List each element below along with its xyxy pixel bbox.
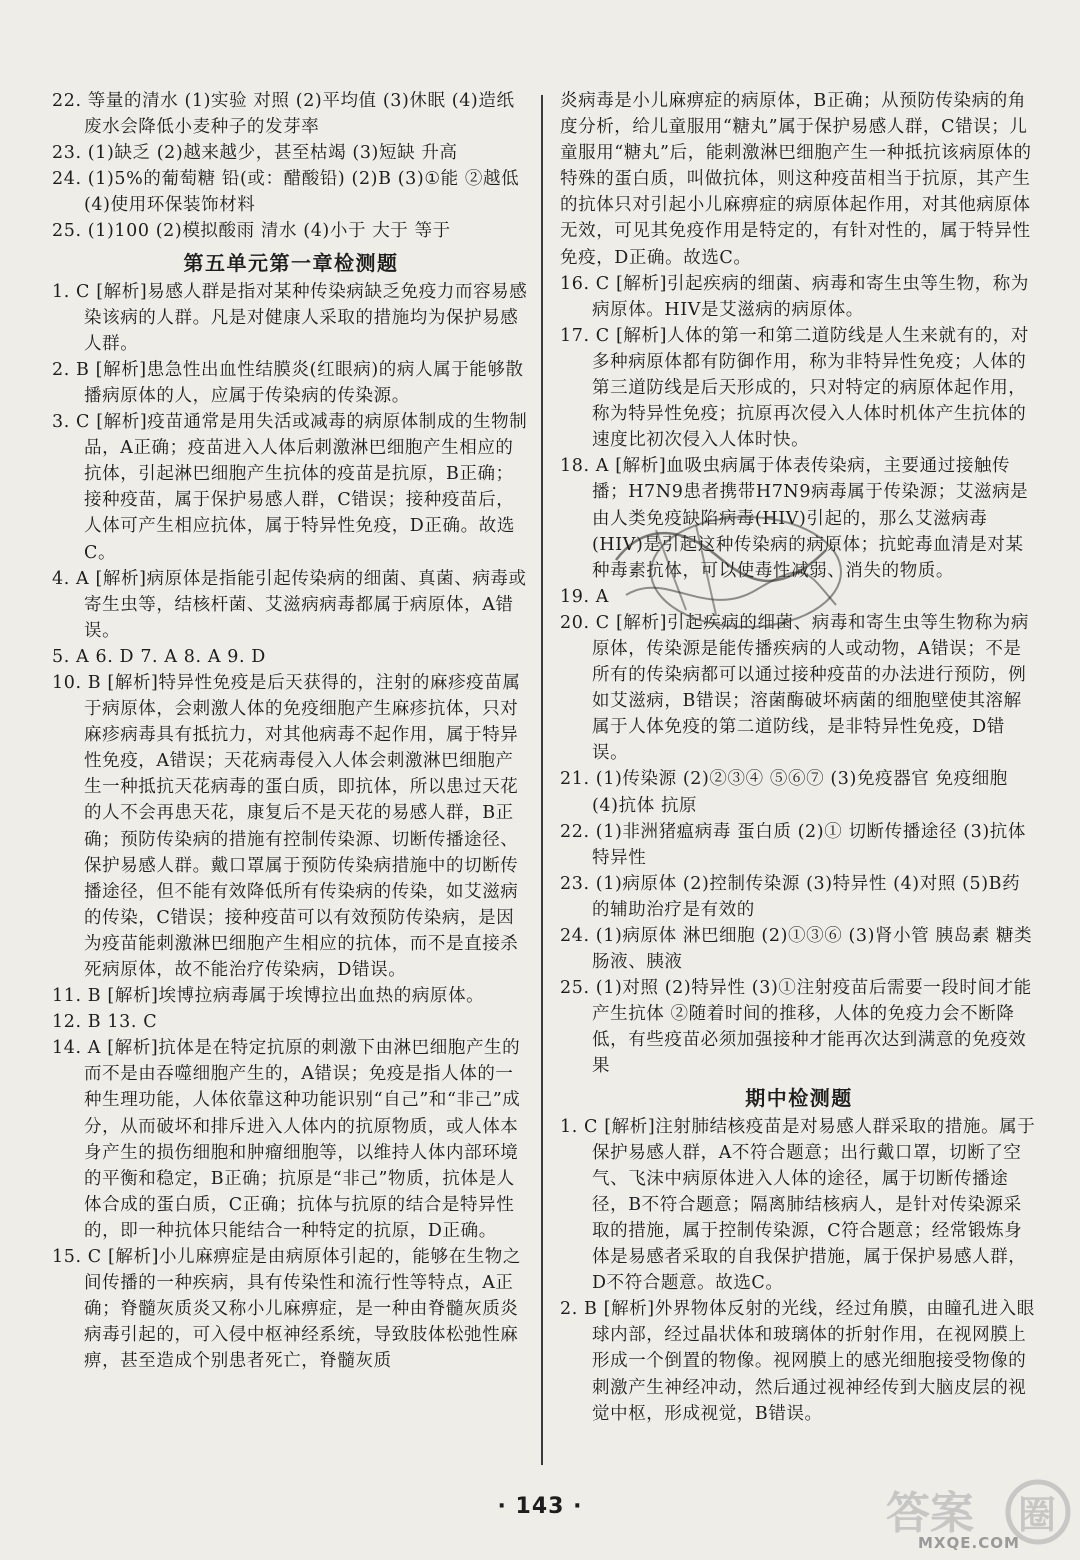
left-column bbox=[52, 88, 530, 1375]
answer-item: 2. B [解析]外界物体反射的光线，经过角膜，由瞳孔进入眼球内部，经过晶状体和玻璃体的折射作用，在视网膜上形成一个倒置的物像。视网膜上的感光细胞接受物像的刺激产生神经冲动，然后通过视神经传到大脑皮层的视觉中枢，形成视觉，B错误。 bbox=[560, 1299, 1035, 1424]
answer-item: 11. B [解析]埃博拉病毒属于埃博拉出血热的病原体。 bbox=[52, 986, 485, 1007]
right-column bbox=[560, 88, 1038, 1427]
answer-item: 25. (1)100 (2)模拟酸雨 清水 (4)小于 大于 等于 bbox=[52, 221, 451, 242]
answer-item: 5. A 6. D 7. A 8. A 9. D bbox=[52, 646, 266, 667]
answer-item: 10. B [解析]特异性免疫是后天获得的，注射的麻疹疫苗属于病原体，会刺激人体的免疫细胞产生麻疹抗体，只对麻疹病毒具有抵抗力，对其他病毒不起作用，属于特异性免疫，A错误；天花病毒侵入人体会刺激淋巴细胞产生一种抵抗天花病毒的蛋白质，即抗体，所以患过天花的人不会再患天花，康复后不是天花的易感人群，B正确；预防传染病的措施有控制传染源、切断传播途径、保护易感人群。戴口罩属于预防传染病措施中的切断传播途径，但不能有效降低所有传染病的传染，如艾滋病的传染，C错误；接种疫苗可以有效预防传染病，是因为疫苗能刺激淋巴细胞产生相应的抗体，而不是直接杀死病原体，故不能治疗传染病，D错误。 bbox=[52, 672, 521, 980]
answer-item: 4. A [解析]病原体是指能引起传染病的细菌、真菌、病毒或寄生虫等，结核杆菌、艾滋病病毒都属于病原体，A错误。 bbox=[52, 568, 527, 641]
right-block-b bbox=[560, 1114, 1038, 1427]
answer-item: 18. A [解析]血吸虫病属于体表传染病，主要通过接触传播；H7N9患者携带H7N9病毒属于传染源；艾滋病是由人类免疫缺陷病毒(HIV)引起的，那么艾滋病毒(HIV)是引起这种传染病的病原体；抗蛇毒血清是对某种毒素抗体，可以使毒性减弱、消失的物质。 bbox=[560, 456, 1029, 581]
answer-item: 1. C [解析]易感人群是指对某种传染病缺乏免疫力而容易感染该病的人群。凡是对健康人采取的措施均为保护易感人群。 bbox=[52, 281, 528, 354]
answer-item: 23. (1)病原体 (2)控制传染源 (3)特异性 (4)对照 (5)B药的辅助治疗是有效的 bbox=[560, 873, 1021, 920]
handwritten-signature-stamp-icon bbox=[596, 500, 846, 640]
section-title-midterm: 期中检测题 bbox=[745, 1085, 853, 1110]
answer-item: 23. (1)缺乏 (2)越来越少，甚至枯竭 (3)短缺 升高 bbox=[52, 143, 458, 164]
answer-item: 1. C [解析]注射肺结核疫苗是对易感人群采取的措施。属于保护易感人群，A不符合题意；出行戴口罩，切断了空气、飞沫中病原体进入人体的途径，属于切断传播途径，B不符合题意；隔离肺结核病人，是针对传染源采取的措施，属于控制传染源，C符合题意；经常锻炼身体是易感者采取的自我保护措施，属于保护易感人群，D不符合题意。故选C。 bbox=[560, 1116, 1036, 1294]
answer-item: 24. (1)5%的葡萄糖 铅(或：醋酸铅) (2)B (3)①能 ②越低 (4)使用环保装饰材料 bbox=[52, 169, 520, 216]
answer-item: 12. B 13. C bbox=[52, 1012, 158, 1033]
answer-item: 19. A bbox=[560, 586, 610, 607]
watermark-url: MXQE.COM bbox=[918, 1534, 1020, 1552]
answer-item: 21. (1)传染源 (2)②③④ ⑤⑥⑦ (3)免疫器官 免疫细胞 (4)抗体 抗原 bbox=[560, 769, 1008, 816]
answer-item: 炎病毒是小儿麻痹症的病原体，B正确；从预防传染病的角度分析，给儿童服用“糖丸”属于保护易感人群，C错误；儿童服用“糖丸”后，能刺激淋巴细胞产生一种抵抗该病原体的特殊的蛋白质，叫做抗体，则这种疫苗相当于抗原，其产生的抗体只对引起小儿麻痹症的病原体起作用，对其他病原体无效，可见其免疫作用是特定的，有针对性的，属于特异性免疫，D正确。故选C。 bbox=[560, 91, 1032, 268]
answer-item: 25. (1)对照 (2)特异性 (3)①注射疫苗后需要一段时间才能产生抗体 ②随着时间的推移，人体的免疫力会不断降低，有些疫苗必须加强接种才能再次达到满意的免疫效果 bbox=[560, 978, 1032, 1077]
answer-item: 3. C [解析]疫苗通常是用失活或减毒的病原体制成的生物制品，A正确；疫苗进入人体后刺激淋巴细胞产生相应的抗体，引起淋巴细胞产生抗体的疫苗是抗原，B正确；接种疫苗，属于保护易感人群，C错误；接种疫苗后，人体可产生相应抗体，属于特异性免疫，D正确。故选C。 bbox=[52, 412, 528, 563]
answer-item: 14. A [解析]抗体是在特定抗原的刺激下由淋巴细胞产生的而不是由吞噬细胞产生的，A错误；免疫是指人体的一种生理功能，人体依靠这种功能识别“自己”和“非己”成分，从而破坏和排斥进入人体内的抗原物质，或人体本身产生的损伤细胞和肿瘤细胞等，以维持人体内部环境的平衡和稳定，B正确；抗原是“非己”物质，抗体是人体合成的蛋白质，C正确；抗体与抗原的结合是特异性的，即一种抗体只能结合一种特定的抗原，D正确。 bbox=[52, 1038, 521, 1241]
answer-item: 20. C [解析]引起疾病的细菌、病毒和寄生虫等生物称为病原体，传染源是能传播疾病的人或动物，A错误；不是所有的传染病都可以通过接种疫苗的办法进行预防，例如艾滋病，B错误；溶菌酶破坏病菌的细胞壁使其溶解属于人体免疫的第二道防线，是非特异性免疫，D错误。 bbox=[560, 612, 1029, 764]
answer-item: 15. C [解析]小儿麻痹症是由病原体引起的，能够在生物之间传播的一种疾病，具有传染性和流行性等特点，A正确；脊髓灰质炎又称小儿麻痹症，是一种由脊髓灰质炎病毒引起的，可入侵中枢神经系统，导致肢体松弛性麻痹，甚至造成个别患者死亡，脊髓灰质 bbox=[52, 1247, 521, 1372]
column-divider bbox=[541, 95, 543, 1465]
svg-text:答案: 答案 bbox=[886, 1488, 974, 1539]
answer-item: 22. 等量的清水 (1)实验 对照 (2)平均值 (3)休眠 (4)造纸废水会降低小麦种子的发芽率 bbox=[52, 91, 515, 138]
answer-item: 2. B [解析]患急性出血性结膜炎(红眼病)的病人属于能够散播病原体的人，应属于传染病的传染源。 bbox=[52, 359, 524, 406]
answer-item: 24. (1)病原体 淋巴细胞 (2)①③⑥ (3)肾小管 胰岛素 糖类 肠液、胰液 bbox=[560, 926, 1033, 973]
answer-item: 16. C [解析]引起疾病的细菌、病毒和寄生虫等生物，称为病原体。HIV是艾滋病的病原体。 bbox=[560, 273, 1029, 320]
page-number: · 143 · bbox=[497, 1494, 583, 1519]
left-block-a bbox=[52, 88, 530, 245]
answer-item: 17. C [解析]人体的第一和第二道防线是人生来就有的，对多种病原体都有防御作用，称为非特异性免疫；人体的第三道防线是后天形成的，只对特定的病原体起作用，称为特异性免疫；抗原再次侵入人体时机体产生抗体的速度比初次侵入人体时快。 bbox=[560, 325, 1029, 451]
answer-item: 22. (1)非洲猪瘟病毒 蛋白质 (2)① 切断传播途径 (3)抗体 特异性 bbox=[560, 821, 1027, 868]
svg-text:圈: 圈 bbox=[1018, 1493, 1057, 1537]
section-title-unit5-ch1: 第五单元第一章检测题 bbox=[183, 250, 399, 275]
left-block-b bbox=[52, 279, 530, 1375]
